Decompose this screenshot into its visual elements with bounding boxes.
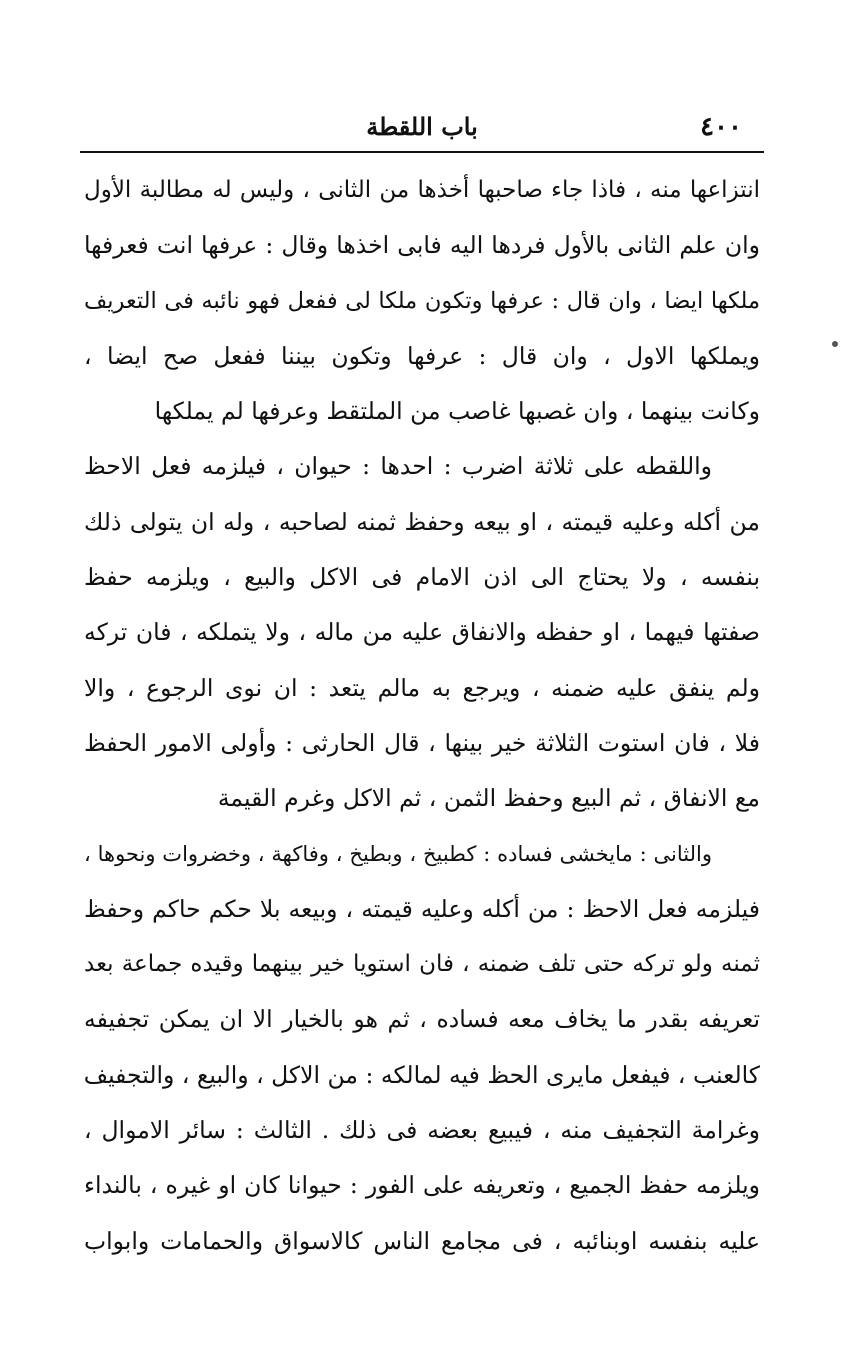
- text-line: ثمنه ولو تركه حتى تلف ضمنه ، فان استويا خير بينهما وقيده جماعة بعد: [84, 951, 760, 978]
- text-line: وان علم الثانى بالأول فردها اليه فابى اخذها وقال : عرفها انت فعرفها: [84, 231, 760, 260]
- text-line: واللقطه على ثلاثة اضرب : احدها : حيوان ، فيلزمه فعل الاحظ: [84, 452, 712, 481]
- body-text: [84, 163, 760, 1269]
- text-line: فلا ، فان استوت الثلاثة خير بينها ، قال الحارثى : وأولى الامور الحفظ: [84, 728, 760, 757]
- text-line: وكانت بينهما ، وان غصبها غاصب من الملتقط وعرفها لم يملكها: [154, 397, 760, 426]
- text-line: ويلزمه حفظ الجميع ، وتعريفه على الفور : حيوانا كان او غيره ، بالنداء: [84, 1171, 760, 1200]
- text-line: انتزاعها منه ، فاذا جاء صاحبها أخذها من الثانى ، وليس له مطالبة الأول: [84, 177, 760, 203]
- text-line: تعريفه بقدر ما يخاف معه فساده ، ثم هو بالخيار الا ان يمكن تجفيفه: [84, 1005, 760, 1034]
- text-line: من أكله وعليه قيمته ، او بيعه وحفظ ثمنه لصاحبه ، وله ان يتولى ذلك: [84, 507, 760, 536]
- text-line: بنفسه ، ولا يحتاج الى اذن الامام فى الاكل والبيع ، ويلزمه حفظ: [84, 563, 760, 592]
- header-rule: [80, 151, 764, 153]
- text-line: كالعنب ، فيفعل مايرى الحظ فيه لمالكه : من الاكل ، والبيع ، والتجفيف: [84, 1060, 760, 1089]
- text-line: والثانى : مايخشى فساده : كطبيخ ، وبطيخ ، وفاكهة ، وخضروات ونحوها ،: [84, 841, 712, 866]
- page-header: [80, 108, 764, 144]
- page-number: ٤٠٠: [700, 112, 742, 142]
- text-line: ويملكها الاول ، وان قال : عرفها وتكون بيننا ففعل صح ايضا ،: [84, 341, 760, 370]
- text-line: صفتها فيهما ، او حفظه والانفاق عليه من ماله ، ولا يتملكه ، فان تركه: [84, 618, 760, 647]
- running-title: باب اللقطة: [366, 112, 478, 141]
- text-line: مع الانفاق ، ثم البيع وحفظ الثمن ، ثم الاكل وغرم القيمة: [217, 784, 760, 813]
- text-line: عليه بنفسه اوبنائبه ، فى مجامع الناس كالاسواق والحمامات وابواب: [84, 1226, 760, 1255]
- text-line: فيلزمه فعل الاحظ : من أكله وعليه قيمته ، وبيعه بلا حكم حاكم وحفظ: [84, 894, 760, 923]
- text-line: ملكها ايضا ، وان قال : عرفها وتكون ملكا لى ففعل فهو نائبه فى التعريف: [84, 287, 760, 314]
- margin-dot: [832, 341, 838, 347]
- text-line: ولم ينفق عليه ضمنه ، ويرجع به مالم يتعد : ان نوى الرجوع ، والا: [84, 673, 760, 702]
- text-line: وغرامة التجفيف منه ، فيبيع بعضه فى ذلك . الثالث : سائر الاموال ،: [84, 1116, 760, 1145]
